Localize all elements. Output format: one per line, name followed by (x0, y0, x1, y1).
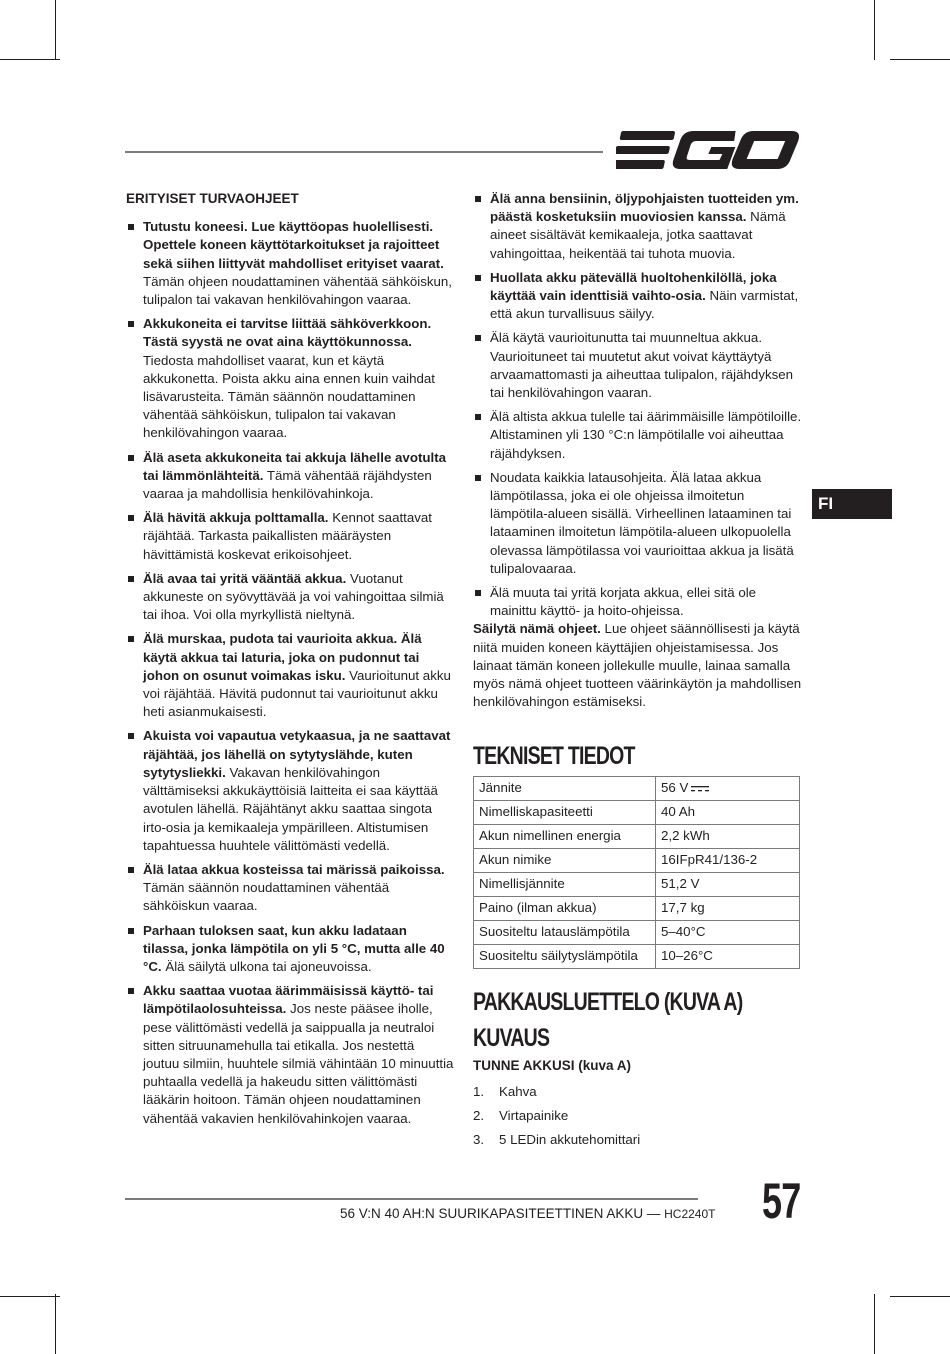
bullet-icon (128, 928, 134, 934)
footer-title: 56 V:N 40 AH:N SUURIKAPASITEETTINEN AKKU (340, 1206, 644, 1221)
list-item: Älä hävitä akkuja polttamalla. Kennot saattavat räjähtää. Tarkasta paikallisten määräysten hävittämistä koskevat erikoisohjeet. (126, 509, 454, 564)
crop-mark (890, 59, 950, 60)
table-row: Nimelliskapasiteetti 40 Ah (474, 800, 800, 824)
list-item: Älä anna bensiinin, öljypohjaisten tuotteiden ym. päästä kosketuksiin muoviosien kanssa. Nämä aineet sisältävät kemikaaleja, jotka saattavat vahingoittaa, heikentää tai tuhota muovia. (473, 190, 803, 263)
list-item: Akuista voi vapautua vetykaasua, ja ne saattavat räjähtää, jos lähellä on sytytyslähde, kuten sytytysliekki. Vakavan henkilövahingon välttämiseksi akkukäyttöisiä laitteita ei saa käyttää avotulen lähellä. Räjähtänyt akku saattaa singota irto-osia ja kemikaaleja ympärilleen. Altistumisen tapahtuessa huuhtele välittömästi vedellä. (126, 727, 454, 854)
table-row: Paino (ilman akkua) 17,7 kg (474, 896, 800, 920)
list-item: Noudata kaikkia latausohjeita. Älä lataa akkua lämpötilassa, joka ei ole ohjeissa ilmoitetun lämpötila-alueen sisällä. Virheellinen lataaminen tai lataaminen ilmoitetun lämpötila-alueen ulkopuolella olevassa lämpötilassa voi vaurioittaa akkua ja lisätä tulipalovaaraa. (473, 469, 803, 578)
list-item: Älä muuta tai yritä korjata akkua, ellei sitä ole mainittu käyttö- ja hoito-ohjeissa. (473, 584, 803, 620)
bullet-icon (128, 988, 134, 994)
right-column (473, 190, 803, 1155)
bullet-icon (475, 196, 481, 202)
list-item: 1. Kahva (473, 1084, 537, 1100)
bullet-icon (128, 867, 134, 873)
table-row: Suositeltu latauslämpötila 5–40°C (474, 920, 800, 944)
crop-mark (874, 0, 875, 60)
parts-list (473, 1083, 803, 1155)
know-battery-heading: TUNNE AKKUSI (kuva A) (473, 1058, 632, 1074)
package-list-heading: PAKKAUSLUETTELO (KUVA A) (473, 987, 743, 1016)
crop-mark (55, 1294, 56, 1354)
header-rule (125, 151, 603, 153)
bullet-icon (128, 455, 134, 461)
table-row: Nimellisjännite 51,2 V (474, 872, 800, 896)
list-item: Älä altista akkua tulelle tai äärimmäisille lämpötiloille. Altistaminen yli 130 °C:n lämpötilalle voi aiheuttaa räjähdyksen. (473, 408, 803, 463)
bullet-icon (475, 414, 481, 420)
bullet-icon (128, 576, 134, 582)
list-item: Akkukoneita ei tarvitse liittää sähköverkkoon. Tästä syystä ne ovat aina käyttökunnossa. Tiedosta mahdolliset vaarat, kun et käytä akkukonetta. Poista akku aina ennen kuin vaihdat lisävarusteita. Tämän säännön noudattaminen vähentää sähköiskun, tulipalon tai vakavan henkilövahingon vaaraa. (126, 315, 454, 442)
ego-logo (616, 128, 800, 172)
section-title: ERITYISET TURVAOHJEET (126, 191, 299, 206)
footer-rule (125, 1198, 698, 1200)
bullet-icon (128, 321, 134, 327)
bullet-icon (128, 224, 134, 230)
list-item: 3. 5 LEDin akkutehomittari (473, 1132, 641, 1148)
footer (340, 1206, 716, 1221)
left-column (126, 190, 454, 1134)
bullet-icon (475, 335, 481, 341)
list-item: Huollata akku pätevällä huoltohenkilöllä, joka käyttää vain identtisiä vaihto-osia. Näin varmistat, että akun turvallisuus säilyy. (473, 269, 803, 324)
crop-mark (0, 59, 60, 60)
list-item: 2. Virtapainike (473, 1108, 569, 1124)
table-row: Akun nimike 16IFpR41/136-2 (474, 848, 800, 872)
dc-current-icon (691, 785, 709, 793)
crop-mark (0, 1296, 60, 1297)
bullet-icon (475, 590, 481, 596)
list-item: Älä lataa akkua kosteissa tai märissä paikoissa. Tämän säännön noudattaminen vähentää sähköiskun vaaraa. (126, 861, 454, 916)
description-heading: KUVAUS (473, 1023, 550, 1052)
table-row: Jännite 56 V (474, 776, 800, 800)
list-item: Älä käytä vaurioitunutta tai muunneltua akkua. Vaurioituneet tai muutetut akut voivat käyttäytyä arvaamattomasti ja aiheuttaa tulipalon, räjähdyksen tai henkilövahingon vaaran. (473, 329, 803, 402)
footer-dash: — (643, 1206, 665, 1221)
list-item: Älä avaa tai yritä vääntää akkua. Vuotanut akkuneste on syövyttävää ja voi vahingoittaa silmiä tai ihoa. Voi olla myrkyllistä nieltynä. (126, 570, 454, 625)
list-item: Akku saattaa vuotaa äärimmäisissä käyttö- tai lämpötilaolosuhteissa. Jos neste pääsee iholle, pese välittömästi vedellä ja saippualla ja neutraloi sitten sitruunamehulla tai etikalla. Jos nestettä joutuu silmiin, huuhtele silmiä vähintään 10 minuuttia puhtaalla vedellä ja hakeudu sitten välittömästi lääkärin hoitoon. Tämän ohjeen noudattaminen vähentää vakavien henkilövahinkojen vaaraa. (126, 982, 454, 1128)
list-item: Älä aseta akkukoneita tai akkuja lähelle avotulta tai lämmönlähteitä. Tämä vähentää räjähdysten vaaraa ja mahdollisia henkilövahinkoja. (126, 449, 454, 504)
bullet-icon (475, 275, 481, 281)
page-number: 57 (762, 1173, 801, 1229)
footer-model: HC2240T (664, 1207, 716, 1221)
crop-mark (890, 1296, 950, 1297)
tech-data-heading: TEKNISET TIEDOT (473, 742, 635, 771)
crop-mark (874, 1294, 875, 1354)
list-item: Parhaan tuloksen saat, kun akku ladataan tilassa, jonka lämpötila on yli 5 °C, mutta alle 40 °C. Älä säilytä ulkona tai ajoneuvoissa. (126, 922, 454, 977)
table-row: Suositeltu säilytyslämpötila 10–26°C (474, 944, 800, 968)
spec-table (473, 776, 800, 969)
bullet-icon (128, 733, 134, 739)
bullet-icon (475, 475, 481, 481)
list-item: Älä murskaa, pudota tai vaurioita akkua. Älä käytä akkua tai laturia, joka on pudonnut tai johon on osunut voimakas isku. Vaurioitunut akku voi räjähtää. Hävitä pudonnut tai vaurioitunut akku heti asianmukaisesti. (126, 630, 454, 721)
keep-instructions-paragraph: Säilytä nämä ohjeet. Lue ohjeet säännöllisesti ja käytä niitä muiden koneen käyttäjien ohjeistamisessa. Jos lainaat tämän koneen jollekulle muulle, lainaa samalla myös nämä ohjeet tuotteen väärinkäytön ja mahdollisen henkilövahingon estämiseksi. (473, 621, 802, 710)
safety-list (126, 218, 454, 1128)
table-row: Akun nimellinen energia 2,2 kWh (474, 824, 800, 848)
language-tab: FI (812, 489, 892, 519)
safety-list-continued (473, 190, 803, 620)
bullet-icon (128, 515, 134, 521)
crop-mark (55, 0, 56, 60)
list-item: Tutustu koneesi. Lue käyttöopas huolellisesti. Opettele koneen käyttötarkoitukset ja rajoitteet sekä siihen liittyvät mahdolliset erityiset vaarat. Tämän ohjeen noudattaminen vähentää sähköiskun, tulipalon tai vakavan henkilövahingon vaaraa. (126, 218, 454, 309)
bullet-icon (128, 636, 134, 642)
